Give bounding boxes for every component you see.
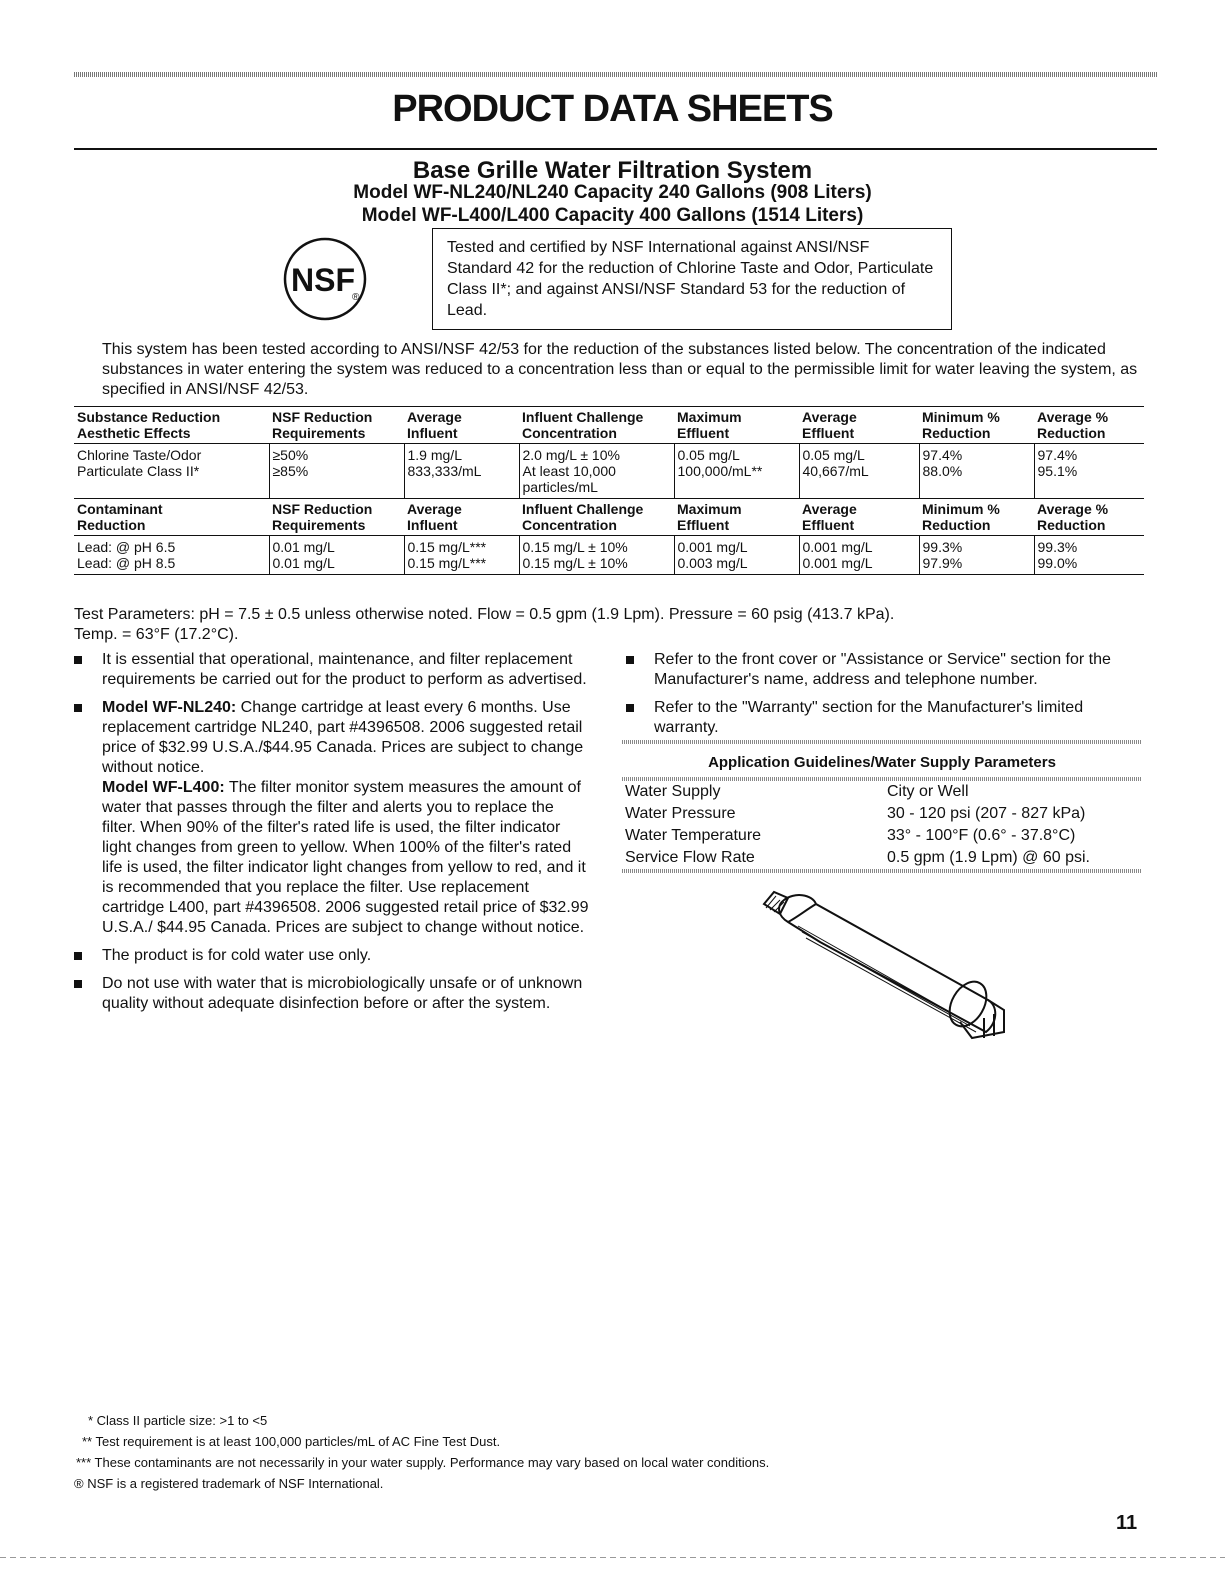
page-title: PRODUCT DATA SHEETS: [392, 88, 833, 130]
table-row: [622, 803, 1142, 825]
table-cell: 1.9 mg/L 833,333/mL: [404, 444, 519, 499]
table-header-cell: Influent Challenge Concentration: [519, 407, 674, 444]
list-item: [74, 698, 589, 938]
footnote: *** These contaminants are not necessarily in your water supply. Performance may vary based on local water conditions.: [76, 1455, 770, 1470]
table-cell: 2.0 mg/L ± 10% At least 10,000 particles/mL: [519, 444, 674, 499]
system-title: Base Grille Water Filtration System: [412, 157, 813, 184]
table-cell: 97.4% 88.0%: [919, 444, 1034, 499]
bullet-icon: [626, 656, 634, 664]
bullet-text: Refer to the front cover or "Assistance or Service" section for the Manufacturer's name, address and telephone number.: [654, 651, 1111, 688]
footnote: * Class II particle size: >1 to <5: [88, 1413, 268, 1428]
table-row: [74, 444, 1144, 499]
table-header-cell: Average % Reduction: [1034, 499, 1144, 536]
intro-paragraph: This system has been tested according to ANSI/NSF 42/53 for the reduction of the substances listed below. The concentration of the indicated substances in water entering the system was reduced to a concentration less than or equal to the permissible limit for water leaving the system, as specified in ANSI/NSF 42/53.: [102, 341, 1138, 398]
guideline-value: 0.5 gpm (1.9 Lpm) @ 60 psi.: [887, 849, 1090, 866]
table-row: [74, 536, 1144, 575]
title-rule: [74, 148, 1157, 150]
table-row: [622, 825, 1142, 847]
test-parameters-line: Test Parameters: pH = 7.5 ± 0.5 unless otherwise noted. Flow = 0.5 gpm (1.9 Lpm). Pressure = 60 psig (413.7 kPa).: [74, 606, 895, 623]
table-header-cell: Average Effluent: [799, 499, 919, 536]
table-cell: 0.01 mg/L 0.01 mg/L: [269, 536, 404, 575]
table-cell: 99.3% 99.0%: [1034, 536, 1144, 575]
table-cell: 0.15 mg/L*** 0.15 mg/L***: [404, 536, 519, 575]
guideline-value: 30 - 120 psi (207 - 827 kPa): [887, 805, 1086, 822]
right-bullet-column: [626, 650, 1146, 746]
table-header-cell: Minimum % Reduction: [919, 499, 1034, 536]
list-item: [74, 974, 589, 1014]
table-header-cell: Average Influent: [404, 499, 519, 536]
footnotes: [74, 1410, 769, 1494]
guideline-label: Water Pressure: [625, 805, 736, 822]
guideline-label: Service Flow Rate: [625, 849, 755, 866]
table-header-cell: NSF Reduction Requirements: [269, 499, 404, 536]
table-cell: 0.05 mg/L 100,000/mL**: [674, 444, 799, 499]
table-row: [622, 781, 1142, 803]
list-item: [626, 650, 1146, 690]
bullet-text: It is essential that operational, maintenance, and filter replacement requirements be carried out for the product to perform as advertised.: [102, 651, 587, 688]
list-item: [74, 650, 589, 690]
table-cell: 99.3% 97.9%: [919, 536, 1034, 575]
test-parameters: [74, 605, 1154, 645]
table-header-cell: Minimum % Reduction: [919, 407, 1034, 444]
bullet-icon: [74, 656, 82, 664]
table-header-cell: Substance Reduction Aesthetic Effects: [74, 407, 269, 444]
bottom-dashed-rule: [0, 1557, 1225, 1558]
nsf-logo-text: NSF: [291, 262, 355, 298]
table-cell: Lead: @ pH 6.5 Lead: @ pH 8.5: [74, 536, 269, 575]
list-item: [626, 698, 1146, 738]
left-bullet-column: [74, 650, 589, 1022]
guideline-value: 33° - 100°F (0.6° - 37.8°C): [887, 827, 1076, 844]
aesthetic-header-row: [74, 407, 1144, 444]
application-guidelines-table: [622, 740, 1142, 873]
table-header-cell: Average % Reduction: [1034, 407, 1144, 444]
top-dotted-rule: [74, 72, 1157, 77]
bullet-text: Refer to the "Warranty" section for the Manufacturer's limited warranty.: [654, 699, 1084, 736]
table-cell: Chlorine Taste/Odor Particulate Class II*: [77, 447, 202, 479]
page-number: 11: [1116, 1512, 1138, 1534]
contaminant-header-row: [74, 499, 1144, 536]
bullet-icon: [74, 980, 82, 988]
table-header-cell: Average Influent: [404, 407, 519, 444]
table-cell: 0.15 mg/L ± 10% 0.15 mg/L ± 10%: [519, 536, 674, 575]
svg-text:®: ®: [352, 292, 360, 303]
dotted-divider: [622, 869, 1142, 873]
bullet-icon: [74, 704, 82, 712]
certification-box: Tested and certified by NSF International against ANSI/NSF Standard 42 for the reduction of Chlorine Taste and Odor, Particulate Class II*; and against ANSI/NSF Standard 53 for the reduction of Lead.: [432, 228, 952, 330]
guideline-value: City or Well: [887, 783, 969, 800]
table-row: [622, 847, 1142, 869]
guideline-label: Water Supply: [625, 783, 721, 800]
guideline-label: Water Temperature: [625, 827, 762, 844]
footnote: ® NSF is a registered trademark of NSF International.: [74, 1476, 384, 1491]
bullet-text: Do not use with water that is microbiologically unsafe or of unknown quality without adequate disinfection before or after the system.: [102, 975, 583, 1012]
bullet-icon: [74, 952, 82, 960]
table-cell: 0.05 mg/L 40,667/mL: [799, 444, 919, 499]
bullet-icon: [626, 704, 634, 712]
bullet-text: The product is for cold water use only.: [102, 947, 372, 964]
bullet-text: Model WF-NL240: Change cartridge at least every 6 months. Use replacement cartridge NL240, part #4396508. 2006 suggested retail price of $32.99 U.S.A./$44.95 Canada. Prices are subject to change without notice.: [102, 699, 584, 776]
bullet-text: Model WF-L400: The filter monitor system measures the amount of water that passes through the filter and alerts you to replace the filter. When 90% of the filter's rated life is used, the filter indicator light changes from green to yellow. When 100% of the filter's rated life is used, the filter indicator light changes from yellow to red, and it is recommended that you replace the filter. Use replacement cartridge L400, part #4396508. 2006 suggested retail price of $32.99 U.S.A./ $44.95 Canada. Prices are subject to change without notice.: [102, 779, 589, 936]
table-cell: ≥50% ≥85%: [269, 444, 404, 499]
list-item: [74, 946, 589, 966]
table-header-cell: Contaminant Reduction: [74, 499, 269, 536]
table-header-cell: Average Effluent: [799, 407, 919, 444]
test-temperature-line: Temp. = 63°F (17.2°C).: [74, 626, 239, 643]
model-l400-heading: Model WF-L400/L400 Capacity 400 Gallons (1514 Liters): [361, 205, 864, 226]
table-header-cell: Maximum Effluent: [674, 407, 799, 444]
footnote: ** Test requirement is at least 100,000 particles/mL of AC Fine Test Dust.: [82, 1434, 501, 1449]
table-cell: 97.4% 95.1%: [1034, 444, 1144, 499]
model-nl240-heading: Model WF-NL240/NL240 Capacity 240 Gallons (908 Liters): [353, 182, 872, 203]
performance-data-table: [74, 406, 1144, 575]
table-header-cell: Influent Challenge Concentration: [519, 499, 674, 536]
nsf-logo: [282, 236, 368, 322]
table-header-cell: Maximum Effluent: [674, 499, 799, 536]
table-cell: 0.001 mg/L 0.003 mg/L: [674, 536, 799, 575]
guidelines-title: Application Guidelines/Water Supply Parameters: [708, 754, 1056, 771]
filter-cartridge-illustration: [750, 882, 1020, 1052]
table-header-cell: NSF Reduction Requirements: [269, 407, 404, 444]
table-cell: 0.001 mg/L 0.001 mg/L: [799, 536, 919, 575]
